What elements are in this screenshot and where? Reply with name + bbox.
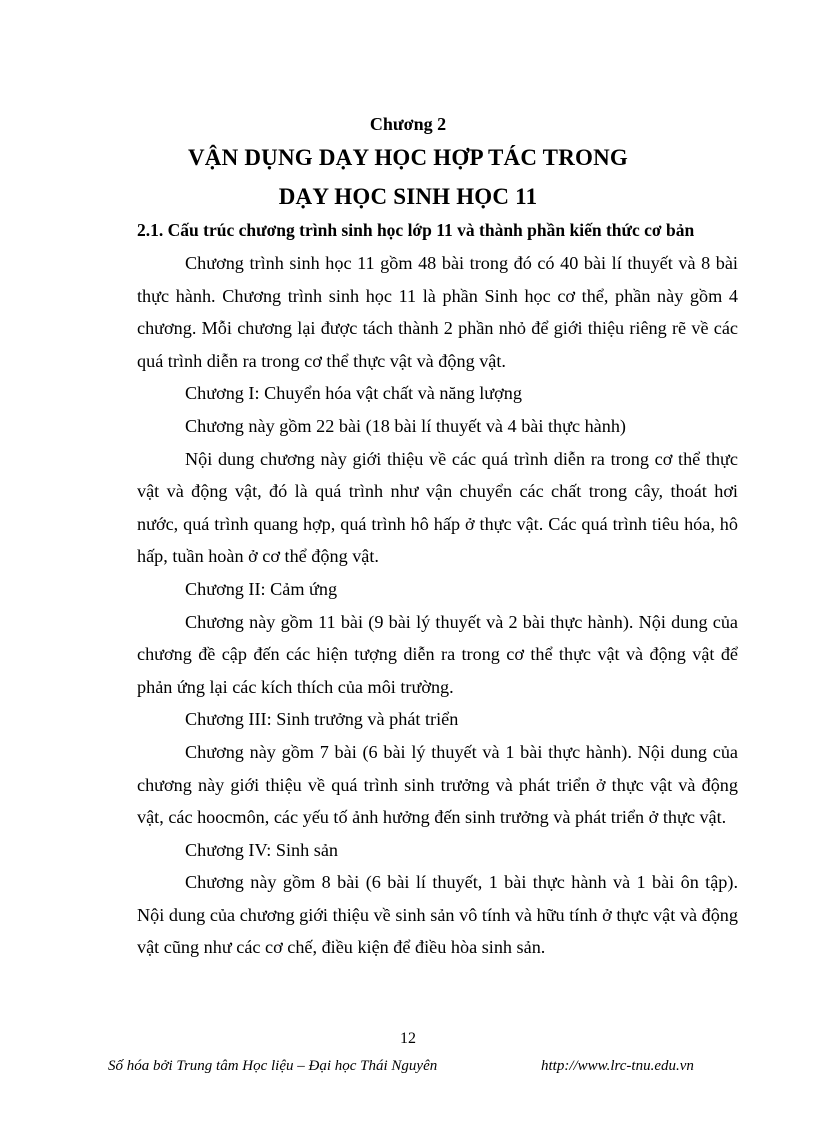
chapter-1-count: Chương này gồm 22 bài (18 bài lí thuyết và 4 bài thực hành)	[185, 415, 626, 436]
chapter-number: Chương 2	[369, 114, 447, 134]
chapter-title-line-1: VẬN DỤNG DẠY HỌC HỢP TÁC TRONG	[187, 145, 629, 170]
chapter-2-content: Chương này gồm 11 bài (9 bài lý thuyết và 2 bài thực hành). Nội dung của chương đề cập đến các hiện tượng diễn ra trong cơ thể thực vật và động vật để phản ứng lại các kích thích của môi trường.	[137, 611, 738, 697]
chapter-title-line-2: DẠY HỌC SINH HỌC 11	[278, 184, 538, 209]
chapter-1-heading: Chương I: Chuyển hóa vật chất và năng lượng	[185, 383, 522, 404]
page-number: 12	[400, 1030, 416, 1047]
chapter-3-content: Chương này gồm 7 bài (6 bài lý thuyết và 1 bài thực hành). Nội dung của chương này giới thiệu về quá trình sinh trưởng và phát triển ở thực vật và động vật, các hoocmôn, các yếu tố ảnh hưởng đến sinh trưởng và phát triển ở thực vật.	[137, 741, 738, 828]
footer-source: Số hóa bởi Trung tâm Học liệu – Đại học Thái Nguyên	[108, 1058, 438, 1074]
body-text	[137, 247, 738, 964]
chapter-4-heading: Chương IV: Sinh sản	[185, 839, 339, 860]
footer-url[interactable]: http://www.lrc-tnu.edu.vn	[541, 1058, 694, 1074]
section-heading: 2.1. Cấu trúc chương trình sinh học lớp 11 và thành phần kiến thức cơ bản	[137, 220, 695, 240]
paragraph-program-overview: Chương trình sinh học 11 gồm 48 bài trong đó có 40 bài lí thuyết và 8 bài thực hành. Chương trình sinh học 11 là phần Sinh học cơ thể, phần này gồm 4 chương. Mỗi chương lại được tách thành 2 phần nhỏ để giới thiệu riêng rẽ về các quá trình diễn ra trong cơ thể thực vật và động vật.	[137, 253, 738, 371]
chapter-3-heading: Chương III: Sinh trưởng và phát triển	[185, 709, 459, 730]
chapter-4-content: Chương này gồm 8 bài (6 bài lí thuyết, 1 bài thực hành và 1 bài ôn tập). Nội dung của chương giới thiệu về sinh sản vô tính và hữu tính ở thực vật và động vật cũng như các cơ chế, điều kiện để điều hòa sinh sản.	[137, 872, 738, 958]
chapter-1-content: Nội dung chương này giới thiệu về các quá trình diễn ra trong cơ thể thực vật và động vật, đó là quá trình như vận chuyển các chất trong cây, thoát hơi nước, quá trình quang hợp, quá trình hô hấp ở thực vật. Các quá trình tiêu hóa, hô hấp, tuần hoàn ở cơ thể động vật.	[137, 448, 738, 567]
chapter-2-heading: Chương II: Cảm ứng	[185, 578, 338, 599]
